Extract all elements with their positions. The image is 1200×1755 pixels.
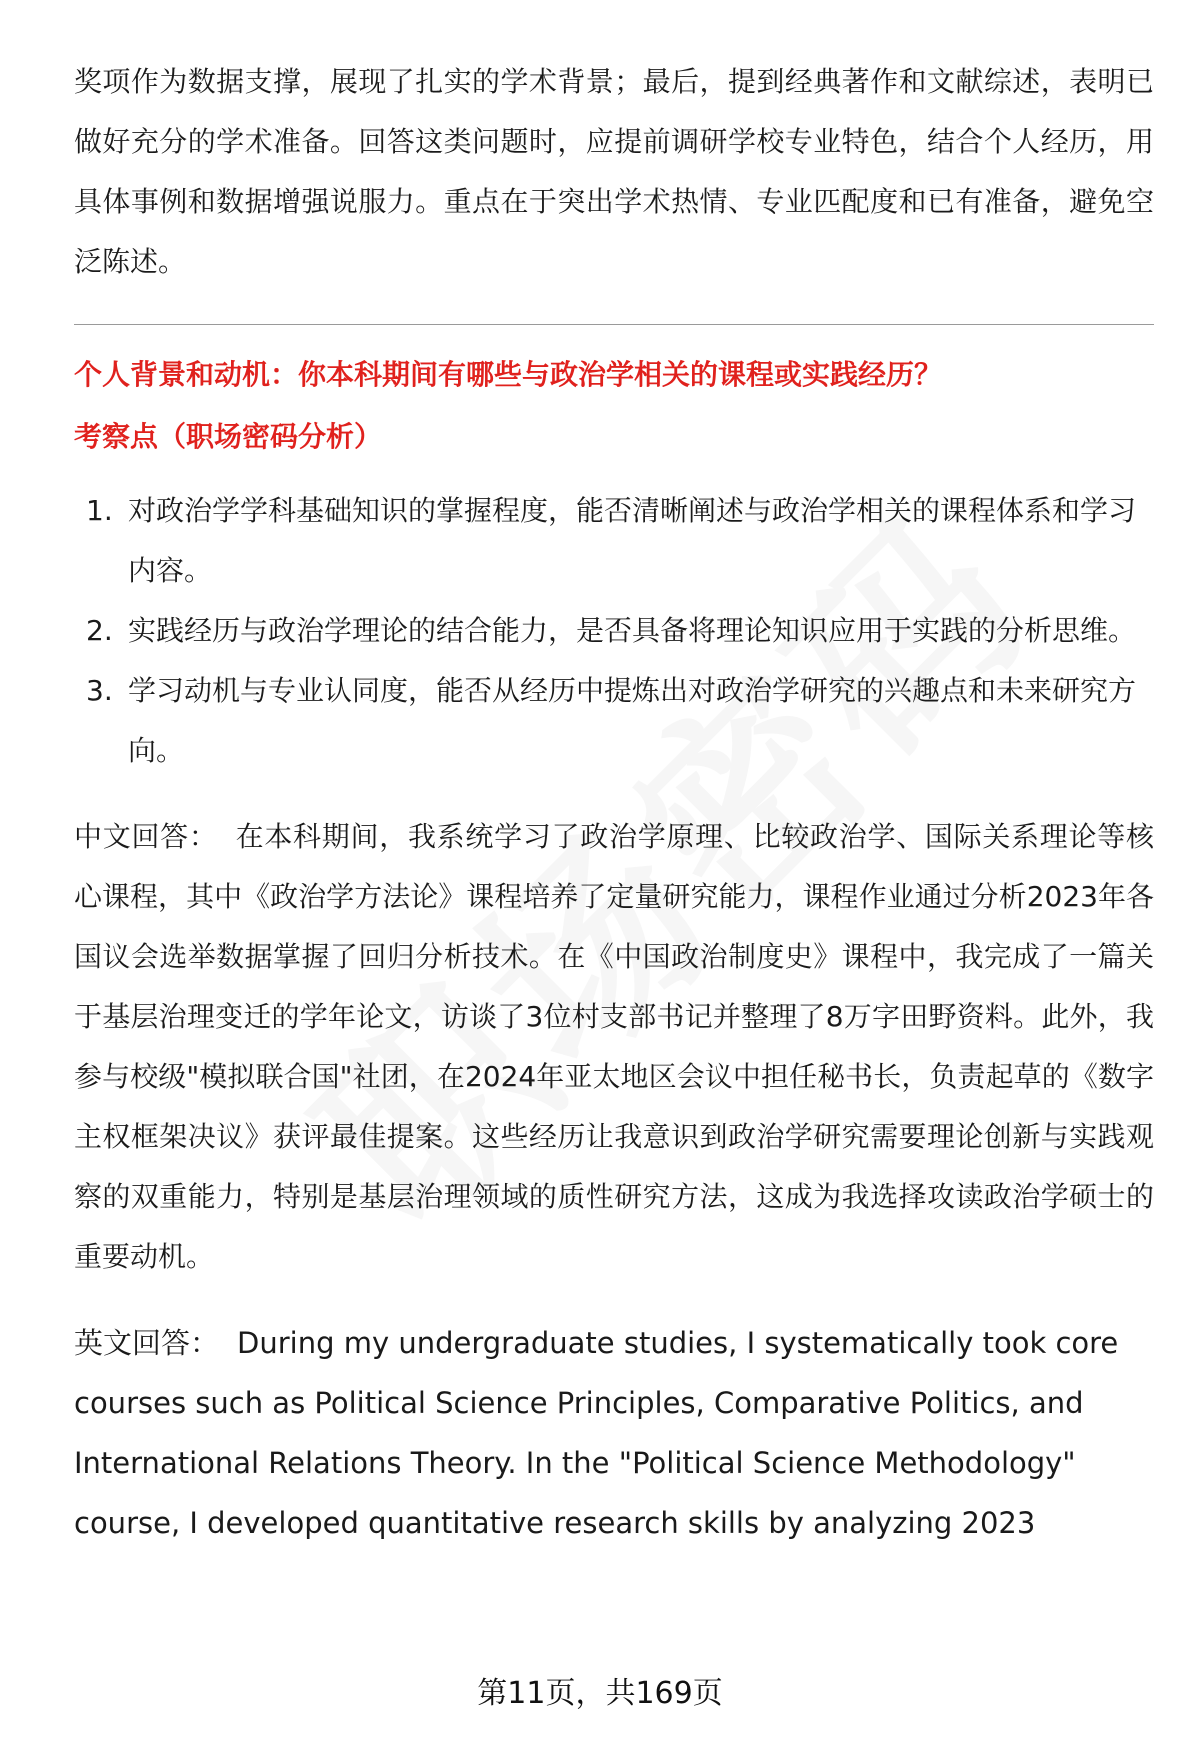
exam-points-list — [74, 481, 1154, 781]
page-number: 第11页，共169页 — [477, 1676, 723, 1711]
exam-point-number: 1. — [86, 494, 113, 527]
section-divider — [74, 324, 1154, 325]
page-footer — [0, 1672, 1200, 1716]
english-answer-text: During my undergraduate studies, I systematically took core courses such as Political Science Principles, Comparative Politics, and International Relations Theory. In the "Political Science Methodology" course, I developed quantitative research skills by analyzing 2023 — [74, 1326, 1119, 1540]
english-answer-label: 英文回答： — [74, 1326, 220, 1360]
exam-point-text: 实践经历与政治学理论的结合能力，是否具备将理论知识应用于实践的分析思维。 — [128, 614, 1137, 647]
exam-point-text: 对政治学学科基础知识的掌握程度，能否清晰阐述与政治学相关的课程体系和学习内容。 — [128, 494, 1137, 587]
chinese-answer — [74, 807, 1154, 1287]
exam-point-item — [74, 601, 1154, 661]
intro-paragraph: 奖项作为数据支撑，展现了扎实的学术背景；最后，提到经典著作和文献综述，表明已做好充分的学术准备。回答这类问题时，应提前调研学校专业特色，结合个人经历，用具体事例和数据增强说服力。重点在于突出学术热情、专业匹配度和已有准备，避免空泛陈述。 — [74, 65, 1154, 278]
exam-point-number: 3. — [86, 674, 113, 707]
exam-point-text: 学习动机与专业认同度，能否从经历中提炼出对政治学研究的兴趣点和未来研究方向。 — [128, 674, 1137, 767]
english-answer — [74, 1313, 1154, 1553]
document-page — [74, 52, 1154, 1553]
exam-point-item — [74, 661, 1154, 781]
question-title: 个人背景和动机：你本科期间有哪些与政治学相关的课程或实践经历？ — [74, 358, 943, 391]
chinese-answer-label: 中文回答： — [74, 820, 218, 853]
exam-points-title: 考察点（职场密码分析） — [74, 420, 383, 453]
exam-point-item — [74, 481, 1154, 601]
exam-point-number: 2. — [86, 614, 113, 647]
chinese-answer-text: 在本科期间，我系统学习了政治学原理、比较政治学、国际关系理论等核心课程，其中《政治学方法论》课程培养了定量研究能力，课程作业通过分析2023年各国议会选举数据掌握了回归分析技术。在《中国政治制度史》课程中，我完成了一篇关于基层治理变迁的学年论文，访谈了3位村支部书记并整理了8万字田野资料。此外，我参与校级"模拟联合国"社团，在2024年亚太地区会议中担任秘书长，负责起草的《数字主权框架决议》获评最佳提案。这些经历让我意识到政治学研究需要理论创新与实践观察的双重能力，特别是基层治理领域的质性研究方法，这成为我选择攻读政治学硕士的重要动机。 — [74, 820, 1154, 1273]
